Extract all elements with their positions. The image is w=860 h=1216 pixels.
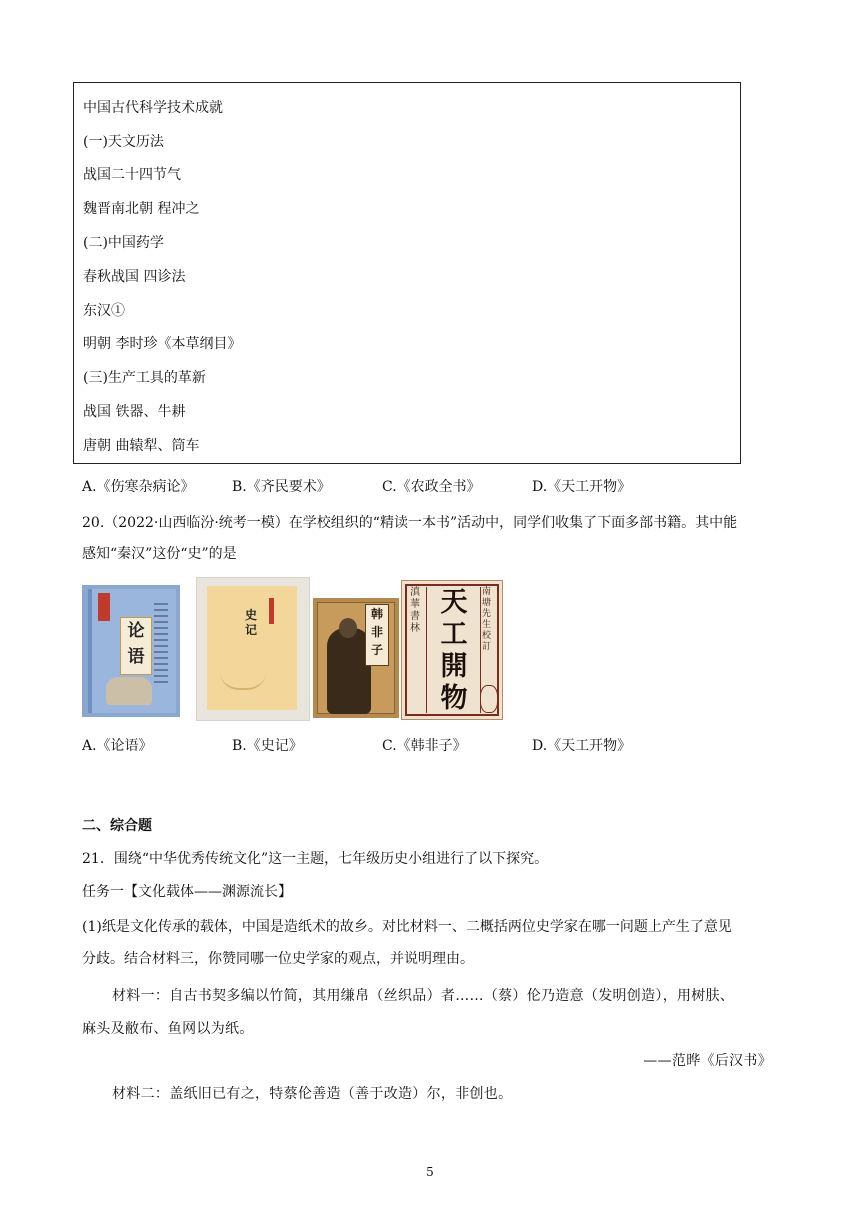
material1-line1: 材料一：自古书契多编以竹简，其用缣帛（丝织品）者……（蔡）伦乃造意（发明创造），用树肤、 [112,988,735,1004]
book-tiangong-image [401,580,503,720]
q20-option-b: B.《史记》 [232,738,303,754]
q19-option-b: B.《齐民要术》 [232,479,331,495]
book-shiji-image [196,577,310,721]
q19-option-d: D.《天工开物》 [532,479,632,495]
material-box [73,82,741,464]
material2-text: 材料二：盖纸旧已有之，特蔡伦善造（善于改造）尔，非创也。 [112,1086,513,1102]
box-line: (二)中国药学 [83,235,164,251]
book-hanfeizi-image [313,598,399,718]
box-line: 东汉① [83,303,125,319]
book-tiangong-title: 天工開物 [440,587,468,714]
material1-source: ——范晔《后汉书》 [643,1053,772,1069]
book-tiangong-left-text: 滇華書林 [410,587,420,634]
book-lunyu-image [82,585,180,717]
box-line: 唐朝 曲辕犁、筒车 [83,438,200,454]
page-number: 5 [426,1165,434,1179]
q19-option-a: A.《伤寒杂病论》 [82,479,195,495]
q20-option-a: A.《论语》 [82,738,153,754]
sub1-line1: (1)纸是文化传承的载体，中国是造纸术的故乡。对比材料一、二概括两位史学家在哪一问题上产生了意见 [82,919,732,935]
q21-stem: 21．围绕“中华优秀传统文化”这一主题，七年级历史小组进行了以下探究。 [82,851,549,867]
section-heading: 二、综合题 [82,818,152,834]
box-line: 明朝 李时珍《本草纲目》 [83,336,242,352]
box-line: 魏晋南北朝 程冲之 [83,201,200,217]
box-line: 中国古代科学技术成就 [83,100,223,116]
book-tiangong-right-text: 南塘先生校訂 [482,587,492,652]
book-lunyu-title: 论语 [120,617,152,675]
material1-line2: 麻头及敝布、鱼网以为纸。 [82,1021,254,1037]
box-line: 战国 铁器、牛耕 [83,404,186,420]
task1-heading: 任务一【文化载体——渊源流长】 [82,884,292,900]
q20-stem-line2: 感知“秦汉”这份“史”的是 [82,546,237,562]
q20-option-d: D.《天工开物》 [532,738,632,754]
q20-option-c: C.《韩非子》 [382,738,467,754]
sub1-line2: 分歧。结合材料三，你赞同哪一位史学家的观点，并说明理由。 [82,951,474,967]
book-shiji-title: 史记 [244,608,257,637]
box-line: 春秋战国 四诊法 [83,269,186,285]
box-line: (一)天文历法 [83,134,164,150]
q20-stem-line1: 20.（2022·山西临汾·统考一模）在学校组织的“精读一本书”活动中，同学们收集了下面多部书籍。其中能 [82,515,738,531]
box-line: 战国二十四节气 [83,167,181,183]
book-hanfeizi-title: 韩非子 [365,604,389,666]
box-line: (三)生产工具的革新 [83,370,206,386]
q19-option-c: C.《农政全书》 [382,479,481,495]
